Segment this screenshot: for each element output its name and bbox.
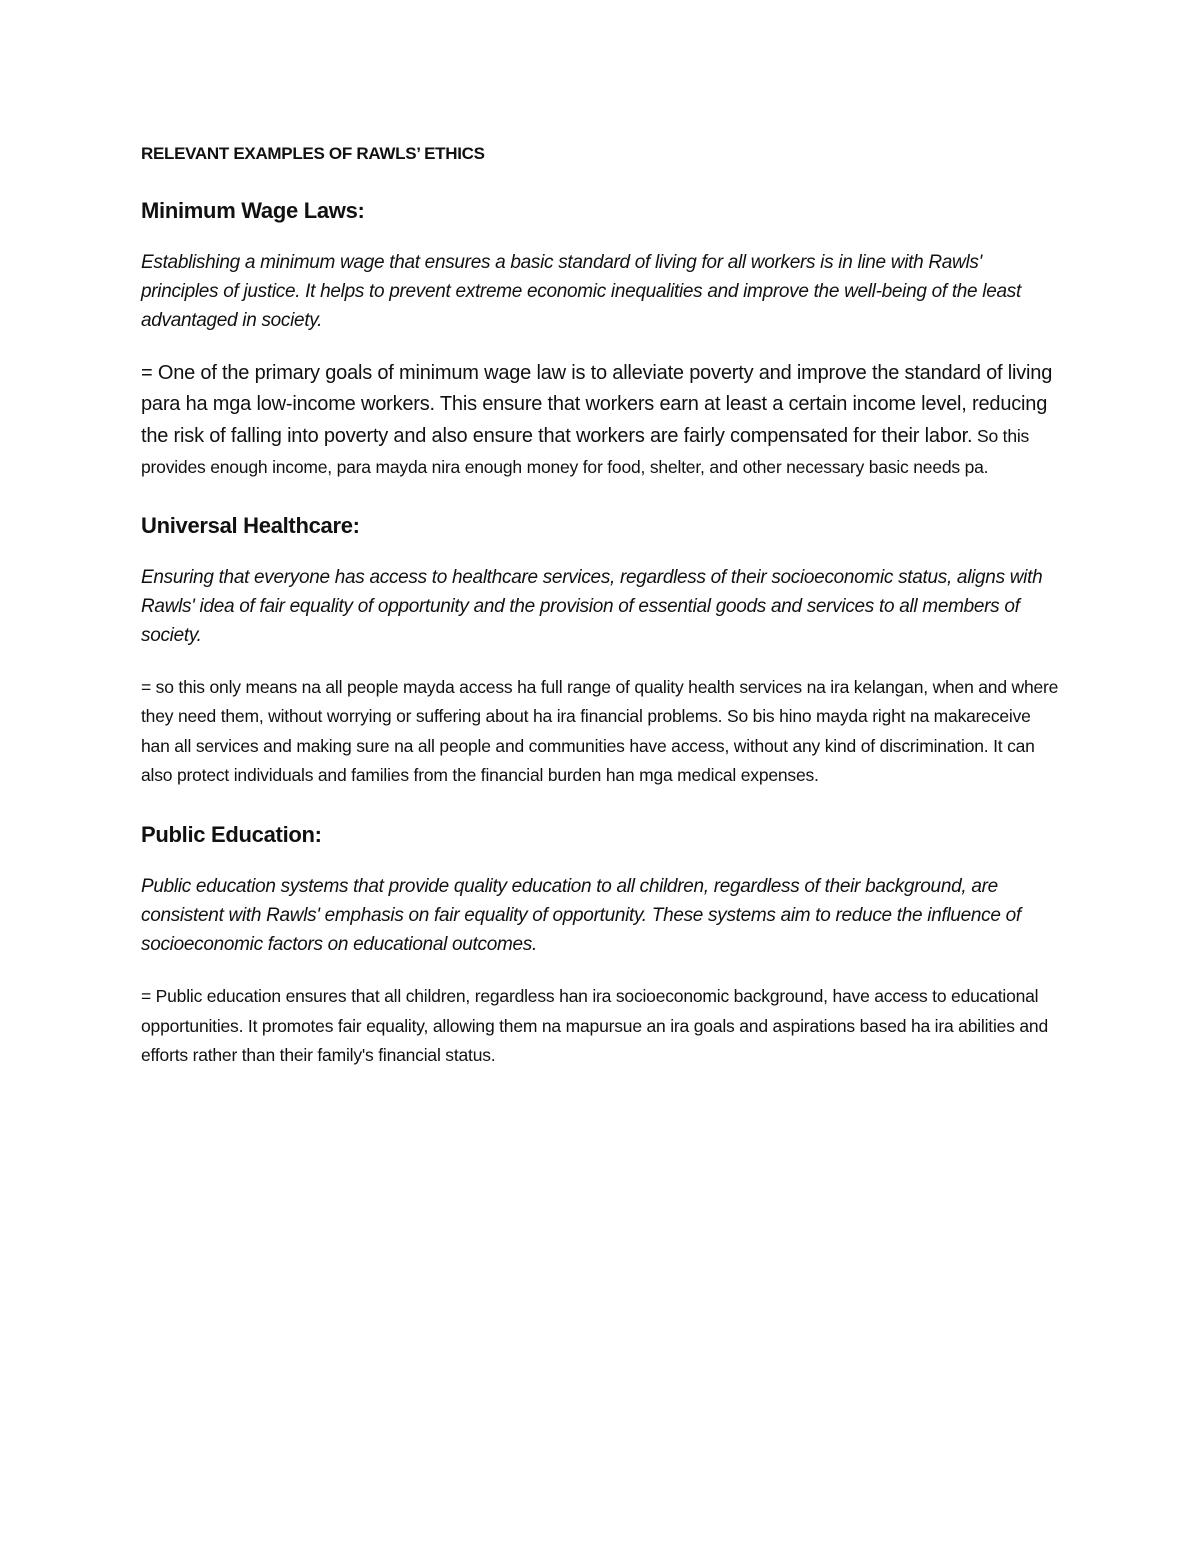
section-public-education bbox=[141, 820, 1061, 1070]
section-minimum-wage bbox=[141, 196, 1061, 483]
explanation-main-text: = One of the primary goals of minimum wage law is to alleviate poverty and improve the standard of living para ha mga low-income workers. This ensure that workers earn at least a certain income level, reducing the risk of falling into poverty and also ensure that workers are fairly compensated for their labor. bbox=[141, 362, 1053, 447]
document-body bbox=[141, 141, 1061, 1100]
explanation-tail-text: So this provides enough income, para mayda nira enough money for food, shelter, and other necessary basic needs pa. bbox=[141, 425, 1030, 477]
explanation-paragraph: = so this only means na all people mayda access ha full range of quality health services na ira kelangan, when and where they need them, without worrying or suffering about ha ira financial problems. So bis hino mayda right na makareceive han all services and making sure na all people and communities have access, without any kind of discrimination. It can also protect individuals and families from the financial burden han mga medical expenses. bbox=[141, 677, 1059, 786]
explanation-paragraph bbox=[141, 358, 1061, 483]
section-universal-healthcare bbox=[141, 511, 1061, 790]
section-heading: Universal Healthcare: bbox=[141, 513, 360, 539]
document-title: RELEVANT EXAMPLES OF RAWLS’ ETHICS bbox=[141, 144, 485, 163]
section-heading: Public Education: bbox=[141, 822, 322, 848]
explanation-paragraph: = Public education ensures that all children, regardless han ira socioeconomic background, have access to educational opportunities. It promotes fair equality, allowing them na mapursue an ira goals and aspirations based ha ira abilities and efforts rather than their family's financial status. bbox=[141, 986, 1049, 1065]
principle-paragraph: Establishing a minimum wage that ensures a basic standard of living for all workers is in line with Rawls' principles of justice. It helps to prevent extreme economic inequalities and improve the well-being of the least advantaged in society. bbox=[141, 252, 1021, 331]
principle-paragraph: Public education systems that provide quality education to all children, regardless of their background, are consistent with Rawls' emphasis on fair equality of opportunity. These systems aim to reduce the influence of socioeconomic factors on educational outcomes. bbox=[141, 876, 1021, 956]
principle-paragraph: Ensuring that everyone has access to healthcare services, regardless of their socioeconomic status, aligns with Rawls' idea of fair equality of opportunity and the provision of essential goods and services to all members of society. bbox=[141, 567, 1043, 647]
section-heading: Minimum Wage Laws: bbox=[141, 198, 365, 223]
